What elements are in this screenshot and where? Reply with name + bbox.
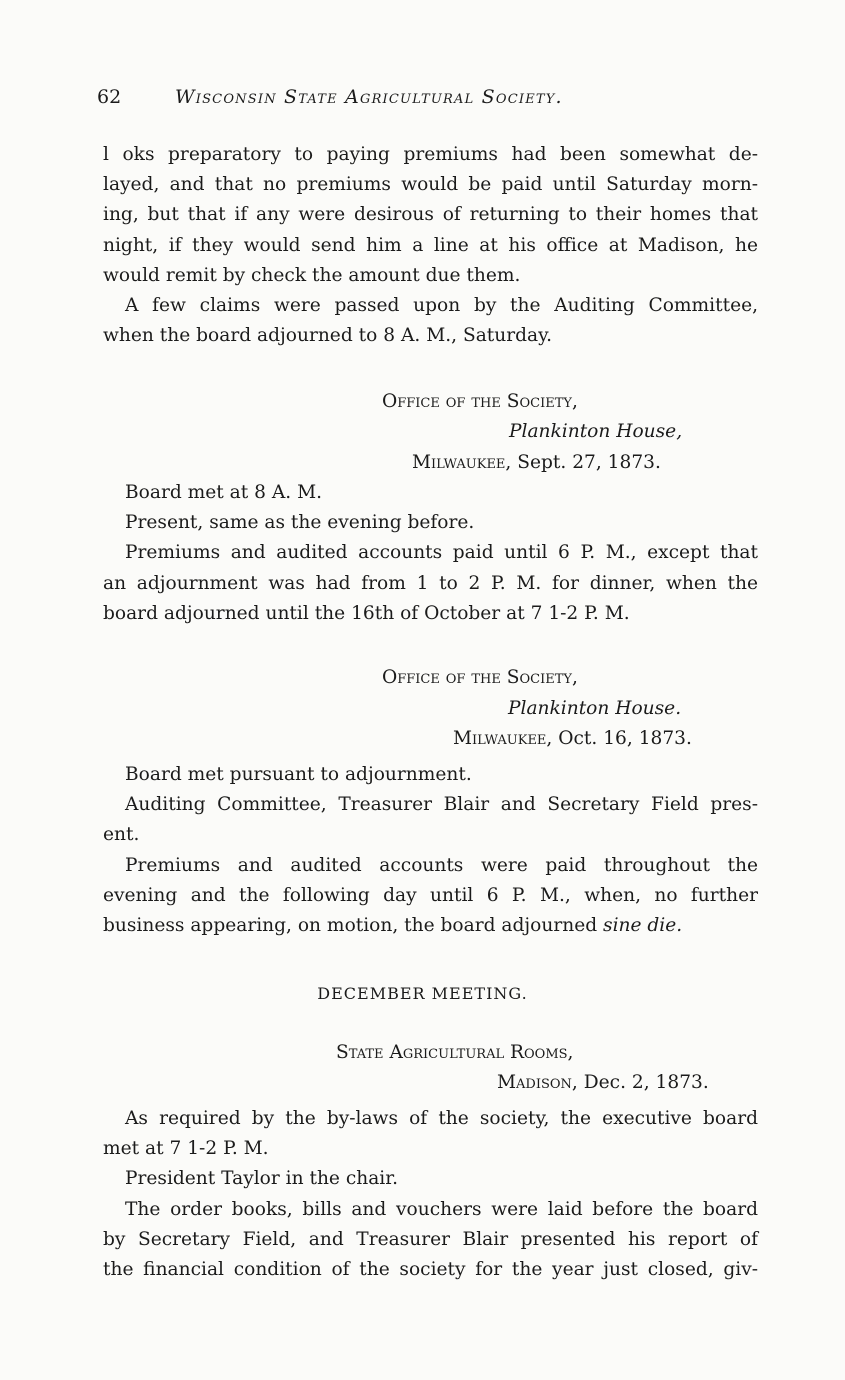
page-number: 62 — [97, 86, 122, 108]
text-line: by Secretary Field, and Treasurer Blair presented his report of — [103, 1228, 758, 1250]
text-line: Board met at 8 A. M. — [125, 482, 323, 503]
text-line: A few claims were passed upon by the Auditing Committee, — [125, 295, 758, 316]
dateline-place: Milwaukee, — [412, 452, 512, 473]
dateline-rooms: State Agricultural Rooms, — [336, 1042, 574, 1063]
text-line: Auditing Committee, Treasurer Blair and Secretary Field pres- — [125, 794, 758, 816]
text-line: As required by the by-laws of the society, the executive board — [125, 1108, 758, 1129]
text-line: Premiums and audited accounts were paid throughout the — [125, 854, 758, 876]
paragraph-auditing-claims — [103, 291, 758, 351]
text-line: ing, but that if any were desirous of returning to their homes that — [103, 204, 758, 226]
text-line: The order books, bills and vouchers were laid before the board — [125, 1198, 758, 1220]
dateline-place: Madison, — [497, 1072, 578, 1093]
dateline-house: Plankinton House. — [508, 698, 682, 719]
text-line: board adjourned until the 16th of October at 7 1-2 P. M. — [103, 602, 630, 624]
dateline-place: Milwaukee, — [453, 728, 553, 749]
text-line: would remit by check the amount due them. — [103, 264, 521, 286]
dateline-office: Office of the Society, — [382, 391, 578, 412]
text-line: Present, same as the evening before. — [125, 512, 475, 534]
dateline-date: Sept. 27, 1873. — [517, 452, 661, 473]
minutes-oct-16 — [103, 760, 758, 941]
dateline-place-date — [412, 448, 661, 478]
text-line: Premiums and audited accounts paid until 6 P. M., except that — [125, 542, 758, 564]
text-line: layed, and that no premiums would be paid until Saturday morn- — [103, 174, 758, 196]
running-title: Wisconsin State Agricultural Society. — [175, 86, 563, 108]
text-line — [103, 911, 758, 941]
text-line: met at 7 1-2 P. M. — [103, 1138, 269, 1160]
dateline-date: Dec. 2, 1873. — [583, 1072, 709, 1093]
text-line: evening and the following day until 6 P. M., when, no further — [103, 884, 758, 906]
text-segment: business appearing, on motion, the board adjourned — [103, 915, 604, 937]
text-line: Board met pursuant to adjournment. — [125, 764, 472, 785]
section-heading: DECEMBER MEETING. — [317, 984, 528, 1003]
dateline-place-date — [497, 1068, 709, 1098]
italic-phrase: sine die. — [603, 915, 683, 937]
text-line: an adjournment was had from 1 to 2 P. M. for dinner, when the — [103, 572, 758, 594]
text-line: when the board adjourned to 8 A. M., Saturday. — [103, 325, 553, 347]
dateline-place-date — [453, 724, 692, 754]
text-line: l oks preparatory to paying premiums had been somewhat de- — [103, 144, 758, 165]
dateline-house: Plankinton House, — [509, 421, 683, 442]
text-line: President Taylor in the chair. — [125, 1168, 399, 1190]
text-line: night, if they would send him a line at his office at Madison, he — [103, 234, 758, 256]
text-line: the financial condition of the society for the year just closed, giv- — [103, 1259, 758, 1281]
page-header — [97, 86, 697, 118]
dateline-date: Oct. 16, 1873. — [558, 728, 692, 749]
minutes-sept-27 — [103, 478, 758, 629]
dateline-office: Office of the Society, — [382, 667, 578, 688]
minutes-dec-2 — [103, 1104, 758, 1285]
text-line: ent. — [103, 824, 140, 846]
paragraph-continued — [103, 140, 758, 291]
